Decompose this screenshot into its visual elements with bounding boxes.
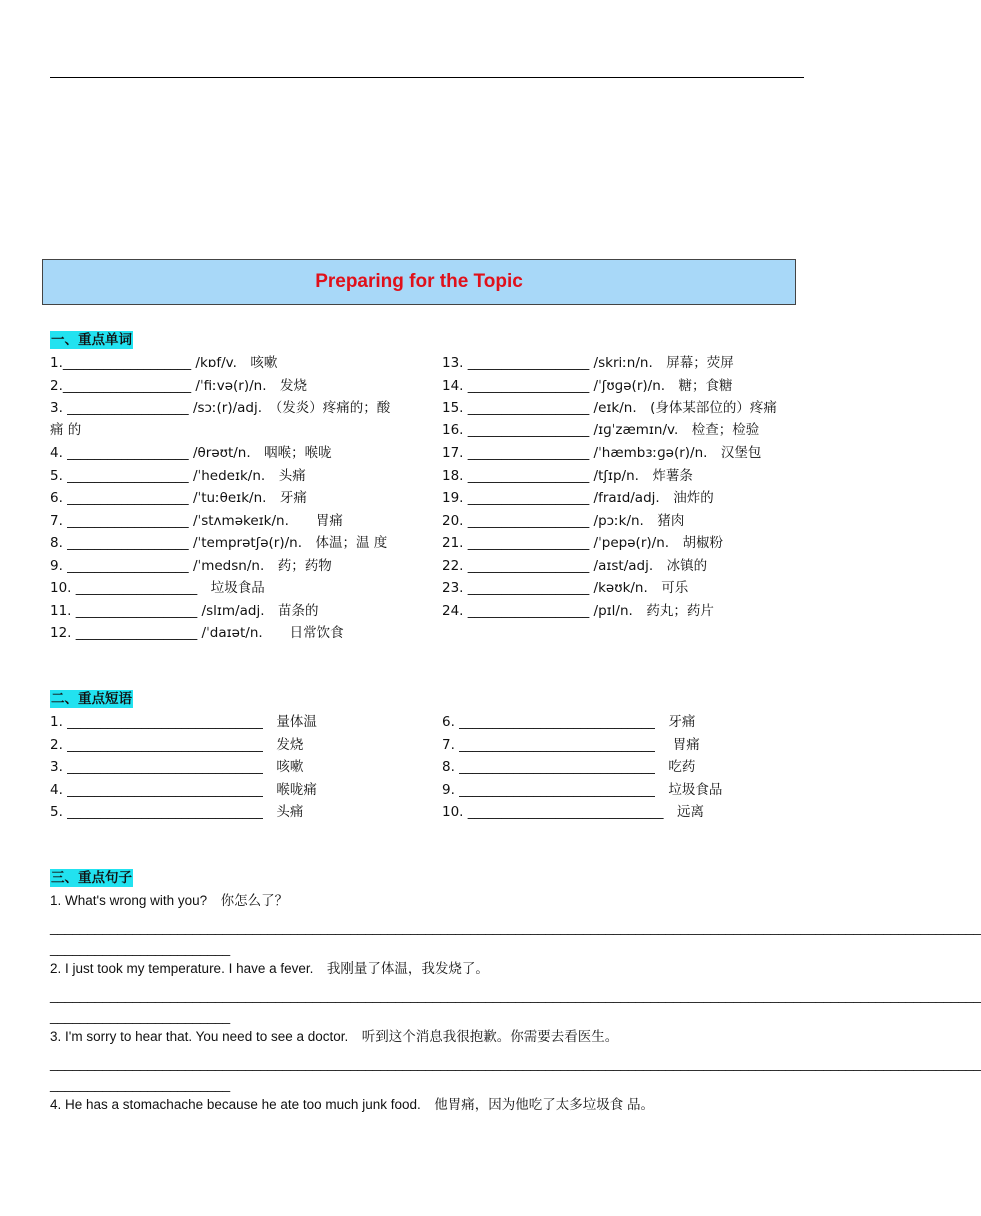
word-item: 19. __________________ /fraɪd/adj. 油炸的	[442, 490, 714, 506]
word-item: 18. __________________ /tʃɪp/n. 炸薯条	[442, 468, 693, 484]
word-item: 17. __________________ /ˈhæmbɜːɡə(r)/n. 汉堡包	[442, 445, 762, 461]
word-item: 13. __________________ /skriːn/n. 屏幕；荧屏	[442, 355, 734, 371]
sentence-item: 1. What's wrong with you? 你怎么了？	[50, 893, 289, 908]
word-item: 6. __________________ /ˈtuːθeɪk/n. 牙痛	[50, 490, 307, 506]
word-item: 23. __________________ /kəʊk/n. 可乐	[442, 580, 689, 596]
answer-line: ____________________________________________________________________________________________________________________________	[50, 1056, 981, 1071]
phrase-item: 3. _____________________________ 咳嗽	[50, 759, 304, 775]
section-heading-sentences: 三、重点句子	[51, 870, 132, 886]
word-item-continued: 痛 的	[50, 422, 82, 438]
word-item: 8. __________________ /ˈtemprətʃə(r)/n. 体温；温 度	[50, 535, 388, 551]
sentence-item: 4. He has a stomachache because he ate too much junk food. 他胃痛，因为他吃了太多垃圾食 品。	[50, 1097, 654, 1112]
header-rule	[50, 77, 804, 78]
answer-line: ________________________	[50, 941, 231, 956]
word-item: 12. __________________ /ˈdaɪət/n. 日常饮食	[50, 625, 344, 641]
word-item: 11. __________________ /slɪm/adj. 苗条的	[50, 603, 319, 619]
answer-line: ____________________________________________________________________________________________________________________________	[50, 920, 981, 935]
phrase-item: 4. _____________________________ 喉咙痛	[50, 782, 317, 798]
word-item: 22. __________________ /aɪst/adj. 冰镇的	[442, 558, 708, 574]
word-item: 7. __________________ /ˈstʌməkeɪk/n. 胃痛	[50, 513, 343, 529]
word-item: 2.___________________ /ˈfiːvə(r)/n. 发烧	[50, 378, 308, 394]
phrase-item: 10. _____________________________ 远离	[442, 804, 705, 820]
banner-title: Preparing for the Topic	[315, 271, 523, 292]
word-item: 14. __________________ /ˈʃʊɡə(r)/n. 糖；食糖	[442, 378, 733, 394]
phrase-item: 8. _____________________________ 吃药	[442, 759, 696, 775]
phrase-item: 2. _____________________________ 发烧	[50, 737, 304, 753]
phrase-item: 1. _____________________________ 量体温	[50, 714, 317, 730]
answer-line: ________________________	[50, 1077, 231, 1092]
word-item: 24. __________________ /pɪl/n. 药丸；药片	[442, 603, 714, 619]
word-item: 4. __________________ /θrəʊt/n. 咽喉；喉咙	[50, 445, 332, 461]
sentence-item: 2. I just took my temperature. I have a fever. 我刚量了体温，我发烧了。	[50, 961, 489, 976]
phrase-item: 5. _____________________________ 头痛	[50, 804, 304, 820]
section-heading-words: 一、重点单词	[51, 332, 132, 348]
phrase-item: 7. _____________________________ 胃痛	[442, 737, 700, 753]
answer-line: ________________________	[50, 1009, 231, 1024]
topic-banner	[42, 259, 796, 305]
phrase-item: 6. _____________________________ 牙痛	[442, 714, 696, 730]
word-item: 21. __________________ /ˈpepə(r)/n. 胡椒粉	[442, 535, 724, 551]
word-item: 5. __________________ /ˈhedeɪk/n. 头痛	[50, 468, 306, 484]
word-item: 9. __________________ /ˈmedsn/n. 药；药物	[50, 558, 332, 574]
answer-line: ____________________________________________________________________________________________________________________________	[50, 988, 981, 1003]
word-item: 20. __________________ /pɔːk/n. 猪肉	[442, 513, 685, 529]
word-item: 15. __________________ /eɪk/n. (身体某部位的）疼痛	[442, 400, 777, 416]
sentence-item: 3. I'm sorry to hear that. You need to see a doctor. 听到这个消息我很抱歉。你需要去看医生。	[50, 1029, 619, 1044]
word-item: 10. __________________ 垃圾食品	[50, 580, 265, 596]
word-item: 3. __________________ /sɔː(r)/adj. （发炎）疼痛的；酸	[50, 400, 391, 416]
section-heading-phrases: 二、重点短语	[51, 691, 132, 707]
word-item: 1.___________________ /kɒf/v. 咳嗽	[50, 355, 278, 371]
phrase-item: 9. _____________________________ 垃圾食品	[442, 782, 723, 798]
word-item: 16. __________________ /ɪɡˈzæmɪn/v. 检查；检验	[442, 422, 760, 438]
